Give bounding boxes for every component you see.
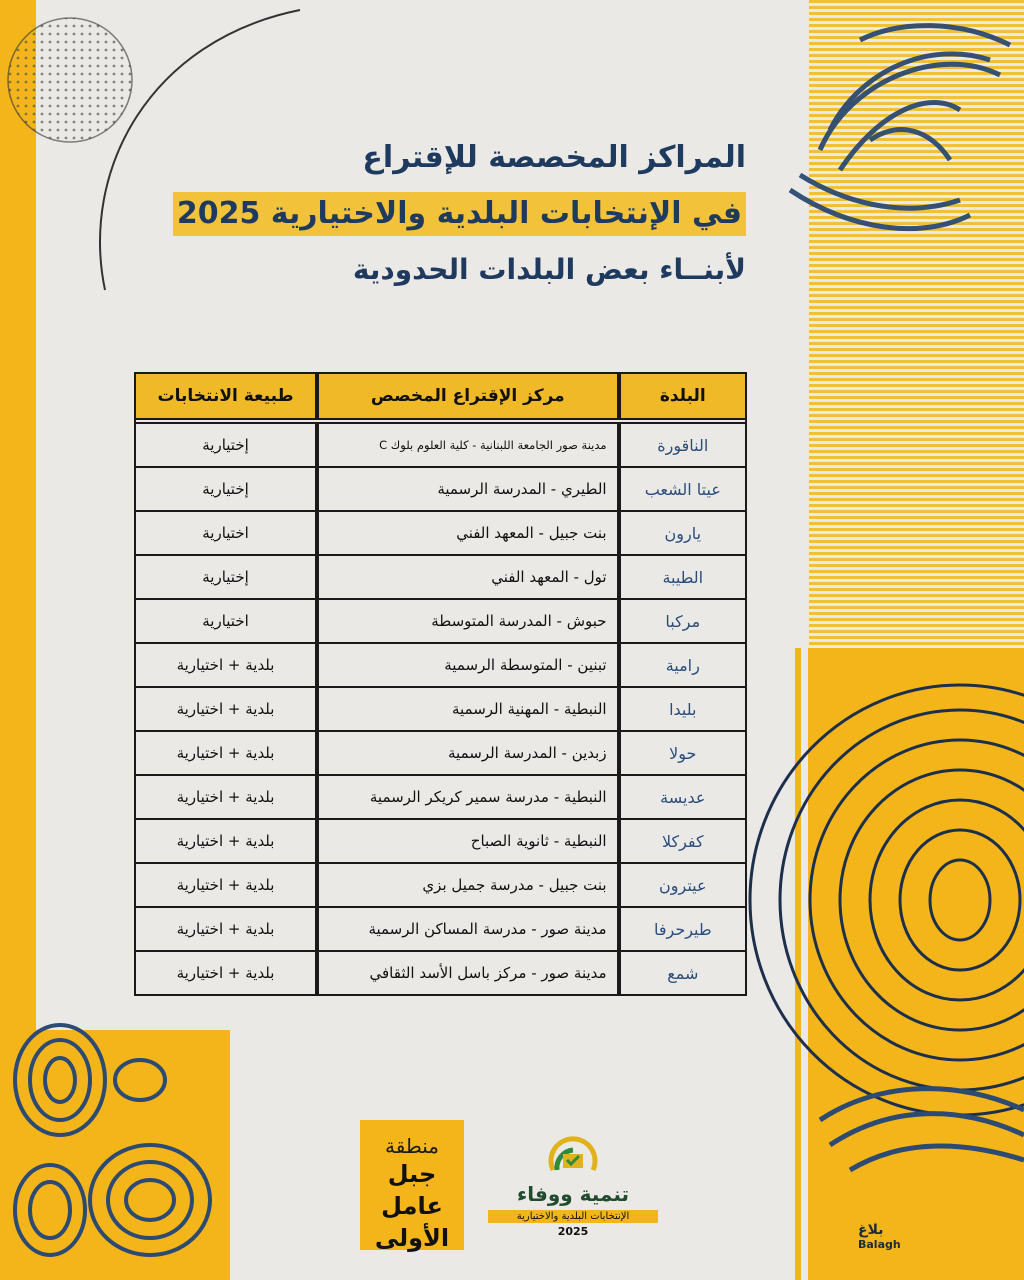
region-name: جبل عامل xyxy=(381,1160,443,1220)
header-type: طبيعة الانتخابات xyxy=(134,372,317,420)
type-cell: بلدية + اختيارية xyxy=(134,952,317,996)
balagh-latin: Balagh xyxy=(858,1238,901,1251)
title-line-3: لأبنــاء بعض البلدات الحدودية xyxy=(352,253,746,286)
center-cell: حبوش - المدرسة المتوسطة xyxy=(317,600,619,644)
town-cell: الطيبة xyxy=(619,556,747,600)
town-cell: عيترون xyxy=(619,864,747,908)
table-row xyxy=(134,864,747,908)
town-cell: طيرحرفا xyxy=(619,908,747,952)
town-cell: رامية xyxy=(619,644,747,688)
center-cell: مدينة صور - مركز باسل الأسد الثقافي xyxy=(317,952,619,996)
type-cell: إختيارية xyxy=(134,424,317,468)
table-row xyxy=(134,468,747,512)
type-cell: بلدية + اختيارية xyxy=(134,732,317,776)
balagh-arabic: بلاغ xyxy=(858,1222,884,1238)
region-badge xyxy=(360,1120,464,1250)
table-row xyxy=(134,424,747,468)
fingerprint-bottom-right-icon xyxy=(820,1089,1024,1170)
center-cell: مدينة صور الجامعة اللبنانية - كلية العلوم بلوك C xyxy=(317,424,619,468)
type-cell: بلدية + اختيارية xyxy=(134,688,317,732)
type-cell: بلدية + اختيارية xyxy=(134,908,317,952)
center-cell: مدينة صور - مدرسة المساكن الرسمية xyxy=(317,908,619,952)
polling-centers-table xyxy=(134,372,747,996)
title-line-2: في الإنتخابات البلدية والاختيارية 2025 xyxy=(173,192,746,236)
logo-year: 2025 xyxy=(557,1225,589,1238)
development-loyalty-logo xyxy=(488,1130,658,1238)
table-row xyxy=(134,732,747,776)
type-cell: بلدية + اختيارية xyxy=(134,864,317,908)
title-block xyxy=(173,136,746,304)
table-row xyxy=(134,644,747,688)
center-cell: بنت جبيل - المعهد الفني xyxy=(317,512,619,556)
town-cell: كفركلا xyxy=(619,820,747,864)
table-row xyxy=(134,688,747,732)
table-row xyxy=(134,600,747,644)
title-line-1: المراكز المخصصة للإقتراع xyxy=(362,140,746,175)
table-row xyxy=(134,512,747,556)
header-town: البلدة xyxy=(619,372,747,420)
fingerprint-right-icon xyxy=(750,685,1024,1115)
balagh-brand xyxy=(858,1222,901,1251)
center-cell: النبطية - مدرسة سمير كريكر الرسمية xyxy=(317,776,619,820)
table-row xyxy=(134,776,747,820)
center-cell: الطيري - المدرسة الرسمية xyxy=(317,468,619,512)
type-cell: إختيارية xyxy=(134,556,317,600)
type-cell: بلدية + اختيارية xyxy=(134,644,317,688)
table-header-row xyxy=(134,372,747,420)
town-cell: يارون xyxy=(619,512,747,556)
table-row xyxy=(134,820,747,864)
header-center: مركز الإقتراع المخصص xyxy=(317,372,619,420)
fingerprint-bottom-left-icon xyxy=(15,1025,210,1255)
town-cell: عديسة xyxy=(619,776,747,820)
table-row xyxy=(134,908,747,952)
logo-name: تنمية ووفاء xyxy=(516,1182,630,1206)
center-cell: تبنين - المتوسطة الرسمية xyxy=(317,644,619,688)
fingerprint-top-right-icon xyxy=(790,26,1010,229)
type-cell: بلدية + اختيارية xyxy=(134,776,317,820)
town-cell: حولا xyxy=(619,732,747,776)
region-label: منطقة xyxy=(385,1134,439,1158)
town-cell: الناقورة xyxy=(619,424,747,468)
type-cell: اختيارية xyxy=(134,512,317,556)
center-cell: زبدين - المدرسة الرسمية xyxy=(317,732,619,776)
logo-subtitle: الإنتخابات البلدية والاختيارية xyxy=(488,1210,658,1223)
town-cell: شمع xyxy=(619,952,747,996)
type-cell: بلدية + اختيارية xyxy=(134,820,317,864)
town-cell: مركبا xyxy=(619,600,747,644)
region-order: الأولى xyxy=(374,1224,450,1252)
town-cell: بليدا xyxy=(619,688,747,732)
ballot-box-icon xyxy=(543,1130,603,1176)
type-cell: اختيارية xyxy=(134,600,317,644)
center-cell: تول - المعهد الفني xyxy=(317,556,619,600)
table-row xyxy=(134,556,747,600)
table-row xyxy=(134,952,747,996)
center-cell: النبطية - المهنية الرسمية xyxy=(317,688,619,732)
type-cell: إختيارية xyxy=(134,468,317,512)
center-cell: النبطية - ثانوية الصباح xyxy=(317,820,619,864)
town-cell: عيتا الشعب xyxy=(619,468,747,512)
center-cell: بنت جبيل - مدرسة جميل بزي xyxy=(317,864,619,908)
